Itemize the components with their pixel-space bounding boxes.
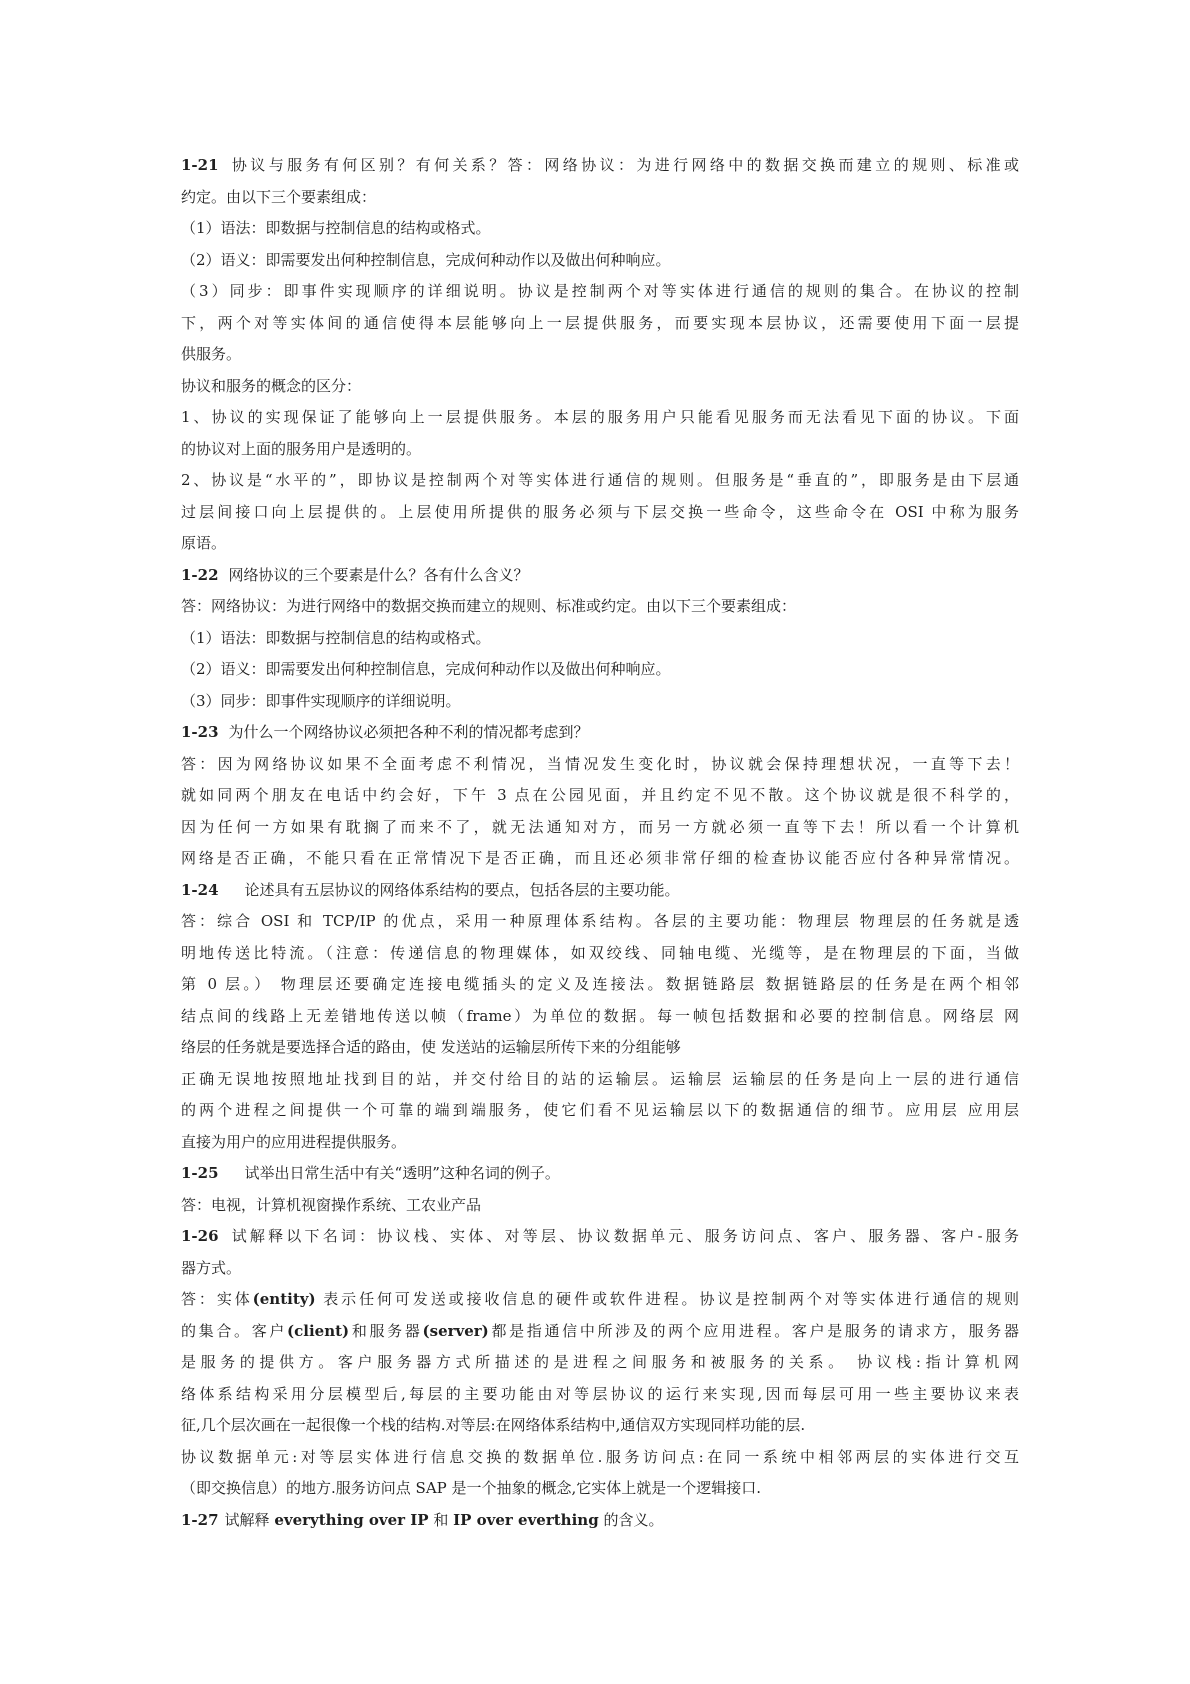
answer-line: 直接为用户的应用进程提供服务。 xyxy=(181,1132,407,1151)
question-number: 1-23 xyxy=(181,723,219,741)
answer-line: 是服务的提供方。客户服务器方式所描述的是进程之间服务和被服务的关系。 协议栈:指计算机网 xyxy=(181,1353,1019,1371)
answer-line: 络层的任务就是要选择合适的路由，使 发送站的运输层所传下来的分组能够 xyxy=(181,1038,681,1056)
paragraph-line: 过层间接口向上层提供的。上层使用所提供的服务必须与下层交换一些命令，这些命令在 OSI 中称为服务 xyxy=(181,502,1019,521)
question-1-24-title: 1-24 论述具有五层协议的网络体系结构的要点，包括各层的主要功能。 xyxy=(181,880,680,899)
list-item: （1）语法：即数据与控制信息的结构或格式。 xyxy=(181,219,491,237)
question-1-26-title-cont: 器方式。 xyxy=(181,1258,242,1277)
answer-line: 答：综合 OSI 和 TCP/IP 的优点，采用一种原理体系结构。各层的主要功能：物理层 物理层的任务就是透 xyxy=(181,912,1019,930)
answer-line: 协议数据单元:对等层实体进行信息交换的数据单位.服务访问点:在同一系统中相邻两层的实体进行交互 xyxy=(181,1447,1019,1466)
answer-line: 答：网络协议：为进行网络中的数据交换而建立的规则、标准或约定。由以下三个要素组成： xyxy=(181,597,797,615)
paragraph-line: 供服务。 xyxy=(181,345,242,363)
question-1-21-title-cont: 约定。由以下三个要素组成： xyxy=(181,187,377,206)
answer-line: 征,几个层次画在一起很像一个栈的结构.对等层:在网络体系结构中,通信双方实现同样功能的层. xyxy=(181,1416,806,1434)
paragraph-line: 原语。 xyxy=(181,534,227,552)
question-1-27-title: 1-27 试解释 everything over IP 和 IP over everthing 的含义。 xyxy=(181,1510,664,1529)
paragraph-line: 1、协议的实现保证了能够向上一层提供服务。本层的服务用户只能看见服务而无法看见下面的协议。下面 xyxy=(181,408,1019,426)
question-number: 1-24 xyxy=(181,880,219,899)
answer-line: 答：电视，计算机视窗操作系统、工农业产品 xyxy=(181,1195,482,1214)
term-client: (client) xyxy=(287,1321,350,1340)
question-number: 1-27 xyxy=(181,1510,219,1529)
answer-line: （即交换信息）的地方.服务访问点 SAP 是一个抽象的概念,它实体上就是一个逻辑接口. xyxy=(181,1479,762,1497)
question-1-22-title: 1-22 网络协议的三个要素是什么？各有什么含义？ xyxy=(181,565,529,584)
list-item: （1）语法：即数据与控制信息的结构或格式。 xyxy=(181,628,491,647)
list-item: （2）语义：即需要发出何种控制信息，完成何种动作以及做出何种响应。 xyxy=(181,660,671,678)
question-1-25-title: 1-25 试举出日常生活中有关“透明”这种名词的例子。 xyxy=(181,1164,560,1182)
answer-line: 第 0 层。） 物理层还要确定连接电缆插头的定义及连接法。数据链路层 数据链路层的任务是在两个相邻 xyxy=(181,975,1019,993)
answer-line: 正确无误地按照地址找到目的站，并交付给目的站的运输层。运输层 运输层的任务是向上一层的进行通信 xyxy=(181,1069,1019,1088)
question-number: 1-25 xyxy=(181,1164,219,1182)
term-everything-over-ip: everything over IP xyxy=(274,1510,429,1529)
list-item: （2）语义：即需要发出何种控制信息，完成何种动作以及做出何种响应。 xyxy=(181,250,671,269)
answer-line: 络体系结构采用分层模型后,每层的主要功能由对等层协议的运行来实现,因而每层可用一些主要协议来表 xyxy=(181,1384,1019,1403)
question-number: 1-22 xyxy=(181,565,219,584)
question-1-21-title: 1-21 协议与服务有何区别？有何关系？答：网络协议：为进行网络中的数据交换而建立的规则、标准或 xyxy=(181,156,1019,174)
answer-line: 的两个进程之间提供一个可靠的端到端服务，使它们看不见运输层以下的数据通信的细节。应用层 应用层 xyxy=(181,1101,1019,1119)
document-page xyxy=(181,150,1019,1536)
question-number: 1-21 xyxy=(181,156,219,174)
section-heading: 协议和服务的概念的区分： xyxy=(181,376,362,395)
term-ip-over-everthing: IP over everthing xyxy=(453,1510,599,1529)
list-item: （3）同步：即事件实现顺序的详细说明。 xyxy=(181,691,461,710)
paragraph-line: 的协议对上面的服务用户是透明的。 xyxy=(181,439,422,458)
term-entity: (entity) xyxy=(252,1290,316,1308)
answer-line: 网络是否正确，不能只看在正常情况下是否正确，而且还必须非常仔细的检查协议能否应付各种异常情况。 xyxy=(181,849,1019,867)
list-item: （3）同步：即事件实现顺序的详细说明。协议是控制两个对等实体进行通信的规则的集合。在协议的控制 xyxy=(181,282,1019,300)
answer-line: 答：因为网络协议如果不全面考虑不利情况，当情况发生变化时，协议就会保持理想状况，一直等下去！ xyxy=(181,754,1019,773)
question-number: 1-26 xyxy=(181,1227,219,1245)
answer-line: 的集合。客户(client)和服务器(server)都是指通信中所涉及的两个应用进程。客户是服务的请求方，服务器 xyxy=(181,1321,1019,1340)
term-server: (server) xyxy=(422,1321,489,1340)
question-1-26-title: 1-26 试解释以下名词：协议栈、实体、对等层、协议数据单元、服务访问点、客户、服务器、客户-服务 xyxy=(181,1227,1019,1245)
answer-line: 答：实体(entity) 表示任何可发送或接收信息的硬件或软件进程。协议是控制两个对等实体进行通信的规则 xyxy=(181,1290,1019,1308)
answer-line: 因为任何一方如果有耽搁了而来不了，就无法通知对方，而另一方就必须一直等下去！所以看一个计算机 xyxy=(181,817,1019,836)
question-1-23-title: 1-23 为什么一个网络协议必须把各种不利的情况都考虑到？ xyxy=(181,723,589,741)
answer-line: 明地传送比特流。（注意：传递信息的物理媒体，如双绞线、同轴电缆、光缆等，是在物理层的下面，当做 xyxy=(181,943,1019,962)
paragraph-line: 2、协议是“水平的”，即协议是控制两个对等实体进行通信的规则。但服务是“垂直的”，即服务是由下层通 xyxy=(181,471,1019,489)
answer-line: 就如同两个朋友在电话中约会好，下午 3 点在公园见面，并且约定不见不散。这个协议就是很不科学的， xyxy=(181,786,1019,804)
answer-line: 结点间的线路上无差错地传送以帧（frame）为单位的数据。每一帧包括数据和必要的控制信息。网络层 网 xyxy=(181,1006,1019,1025)
paragraph-line: 下，两个对等实体间的通信使得本层能够向上一层提供服务，而要实现本层协议，还需要使用下面一层提 xyxy=(181,313,1019,332)
